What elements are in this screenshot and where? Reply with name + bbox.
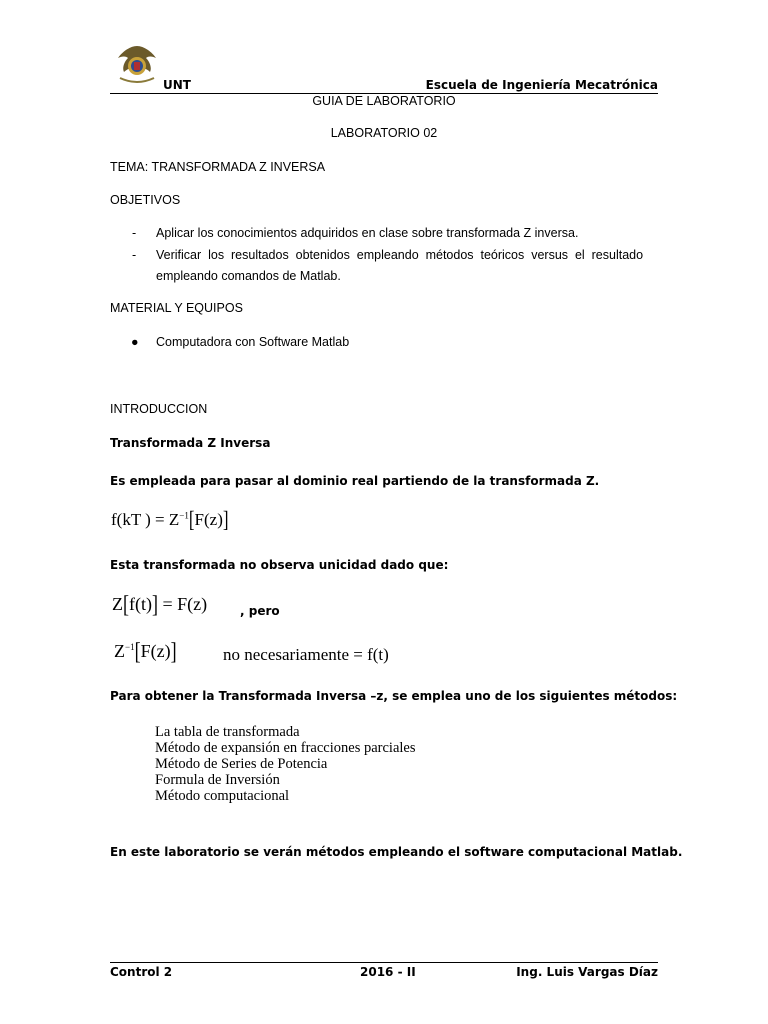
header-left: UNT <box>163 78 191 92</box>
doc-title-2: LABORATORIO 02 <box>330 126 438 140</box>
method-3: Método de Series de Potencia <box>155 756 328 772</box>
paragraph-4: En este laboratorio se verán métodos empleando el software computacional Matlab. <box>110 845 683 859</box>
footer-left: Control 2 <box>110 965 173 979</box>
university-logo <box>112 42 162 90</box>
header-right: Escuela de Ingeniería Mecatrónica <box>425 78 658 92</box>
method-4: Formula de Inversión <box>155 772 280 788</box>
material-heading: MATERIAL Y EQUIPOS <box>110 301 243 315</box>
bullet-dash-2: - <box>132 248 137 262</box>
sub-heading: Transformada Z Inversa <box>110 436 271 450</box>
method-1: La tabla de transformada <box>155 724 300 740</box>
method-2: Método de expansión en fracciones parciales <box>155 740 416 756</box>
objetivo-2: Verificar los resultados obtenidos empleando métodos teóricos versus el resultado <box>156 248 644 262</box>
equation-non-unique: $Z^{-1}[F(z)]$ <box>114 637 177 665</box>
doc-title-1: GUIA DE LABORATORIO <box>312 94 456 108</box>
footer-center: 2016 - II <box>360 965 416 979</box>
equation-inverse-z: f(kT ) = $Z^{-1}[F(z)]$ <box>111 506 229 533</box>
tema: TEMA: TRANSFORMADA Z INVERSA <box>110 160 326 174</box>
method-5: Método computacional <box>155 788 290 804</box>
paragraph-3: Para obtener la Transformada Inversa –z, se emplea uno de los siguientes métodos: <box>110 689 678 703</box>
footer-right: Ing. Luis Vargas Díaz <box>516 965 658 979</box>
material-item: Computadora con Software Matlab <box>156 335 350 349</box>
objetivo-2-cont: empleando comandos de Matlab. <box>156 269 341 283</box>
no-necesariamente: no necesariamente = f(t) <box>223 645 389 664</box>
equation-z-transform: Z[f(t)] = F(z) <box>112 590 208 618</box>
bullet-dash-1: - <box>132 226 137 240</box>
footer-rule <box>110 962 658 963</box>
objetivos-heading: OBJETIVOS <box>110 193 181 207</box>
pero-text: , pero <box>240 604 280 618</box>
objetivo-1: Aplicar los conocimientos adquiridos en clase sobre transformada Z inversa. <box>156 226 579 240</box>
bullet-dot: ● <box>131 335 139 349</box>
paragraph-2: Esta transformada no observa unicidad dado que: <box>110 558 449 572</box>
intro-heading: INTRODUCCION <box>110 402 208 416</box>
paragraph-1: Es empleada para pasar al dominio real partiendo de la transformada Z. <box>110 474 600 488</box>
